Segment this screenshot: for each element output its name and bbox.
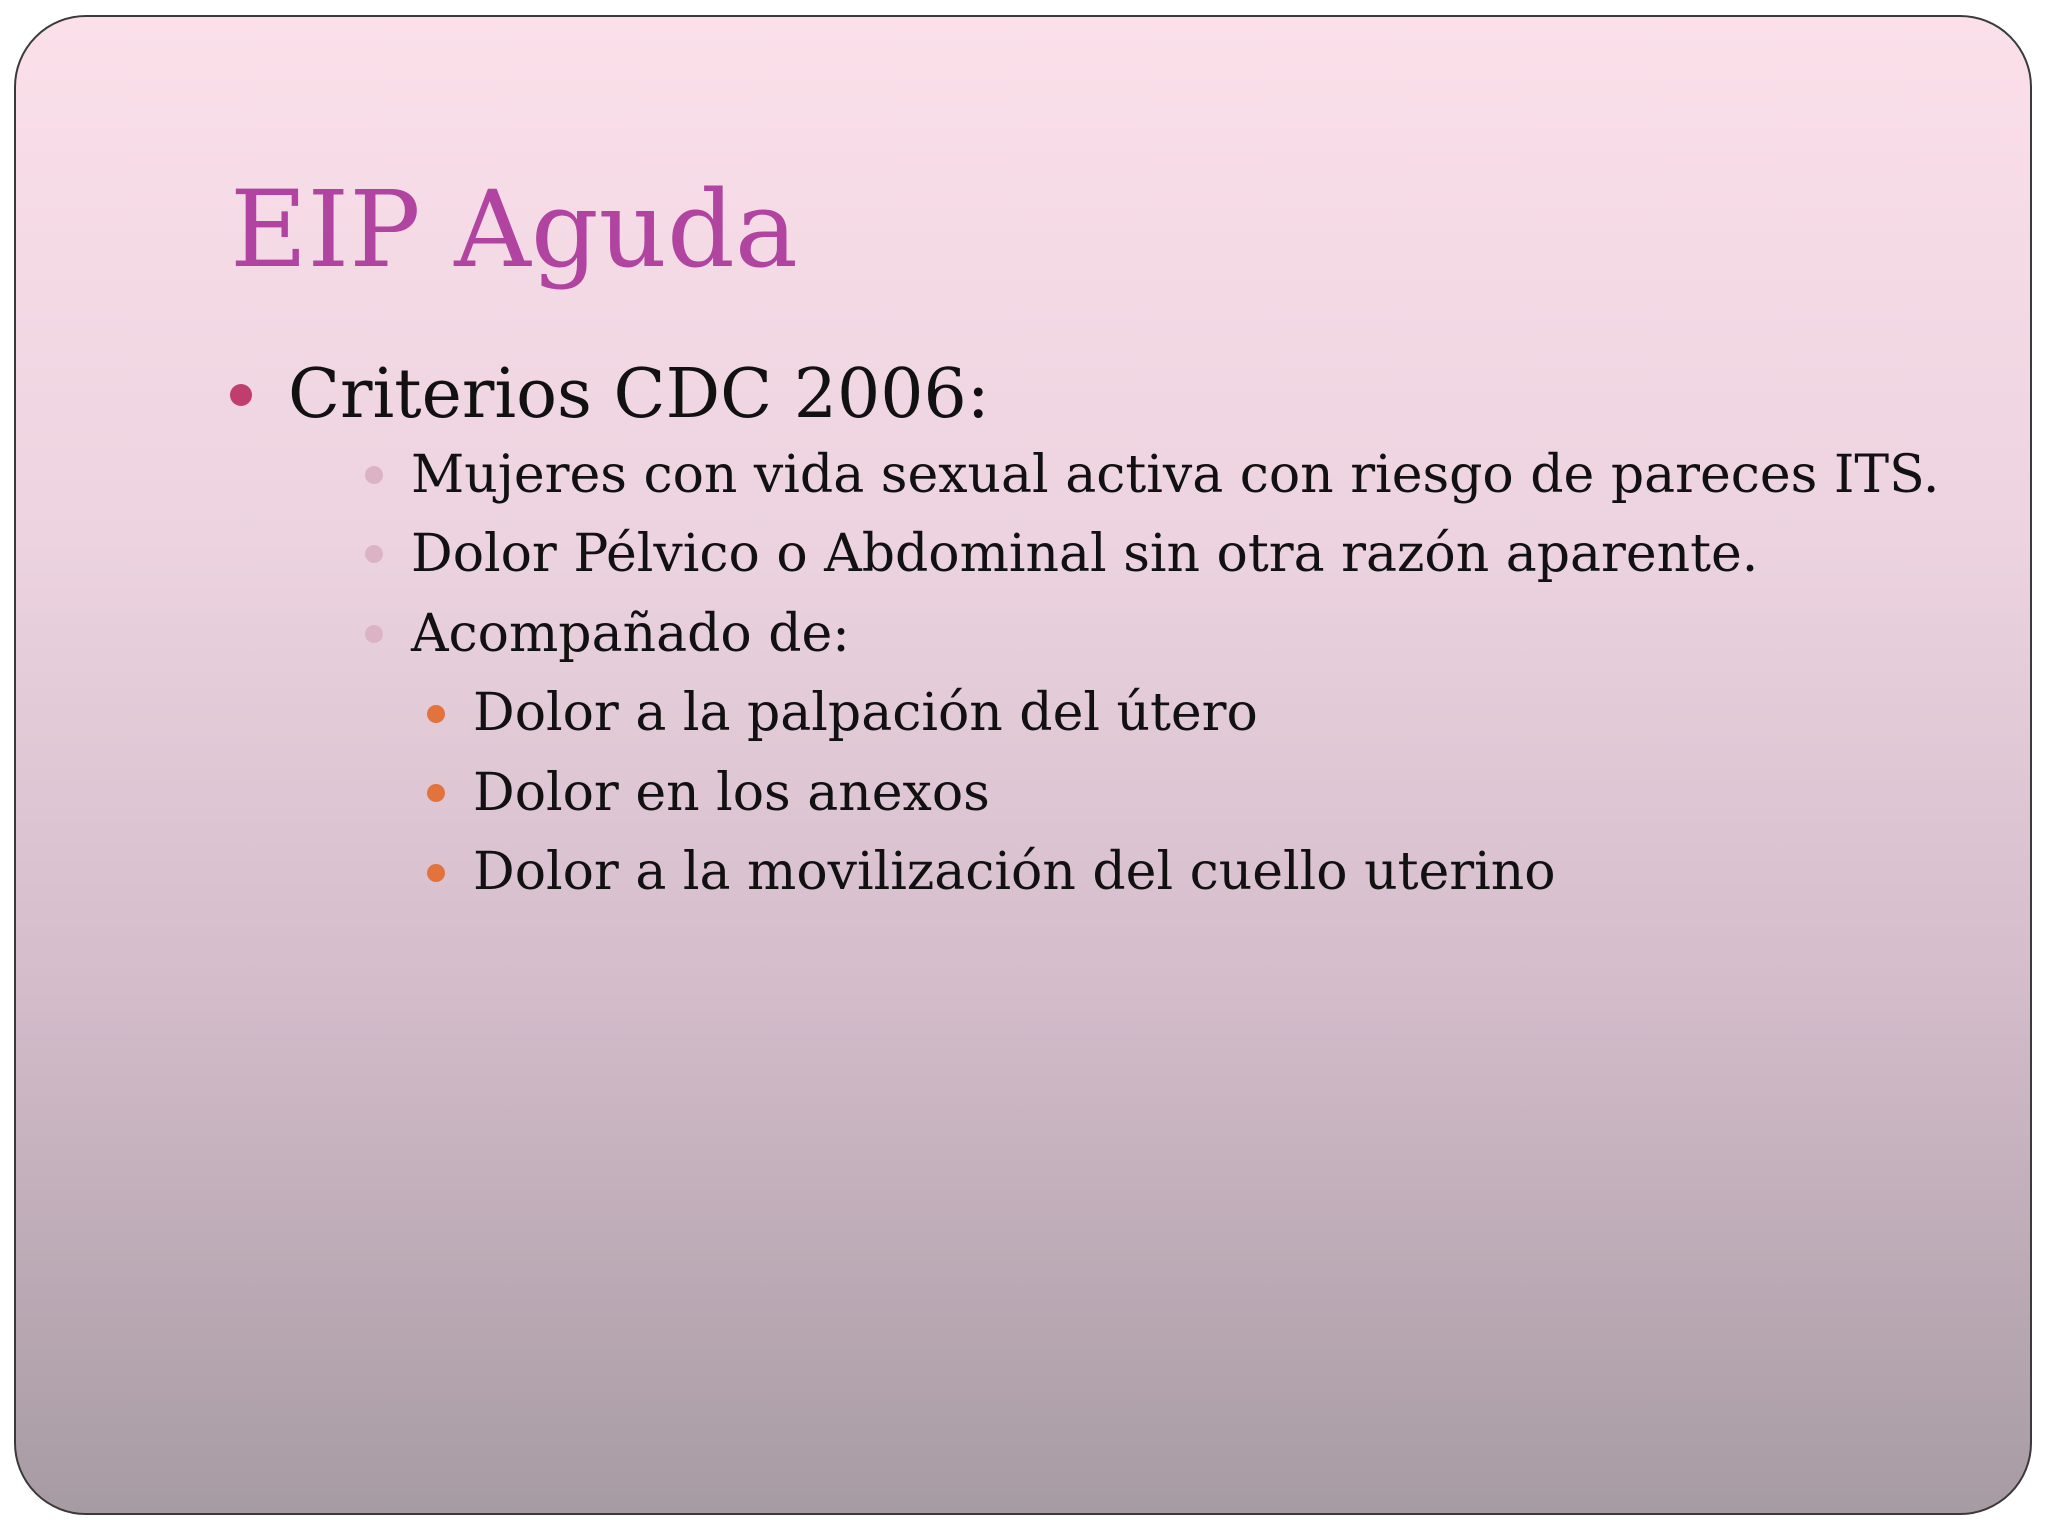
bullet-dot-icon [427, 705, 445, 723]
bullet-dot-icon [365, 466, 383, 484]
bullet-dot-icon [230, 384, 252, 406]
bullet-level2-item: Acompañado de: [411, 604, 850, 664]
bullet-level2-item: Mujeres con vida sexual activa con riesgo de pareces ITS. [411, 445, 1940, 505]
bullet-dot-icon [365, 625, 383, 643]
bullet-level3-item: Dolor a la palpación del útero [473, 683, 1258, 743]
slide [14, 15, 2032, 1515]
slide-title: EIP Aguda [230, 168, 798, 291]
bullet-dot-icon [427, 784, 445, 802]
bullet-level3-item: Dolor en los anexos [473, 763, 990, 823]
bullet-dot-icon [365, 545, 383, 563]
bullet-level1-criterios: Criterios CDC 2006: [288, 355, 990, 434]
bullet-level2-item: Dolor Pélvico o Abdominal sin otra razón aparente. [411, 524, 1759, 584]
bullet-level3-item: Dolor a la movilización del cuello uterino [473, 842, 1556, 902]
bullet-dot-icon [427, 864, 445, 882]
